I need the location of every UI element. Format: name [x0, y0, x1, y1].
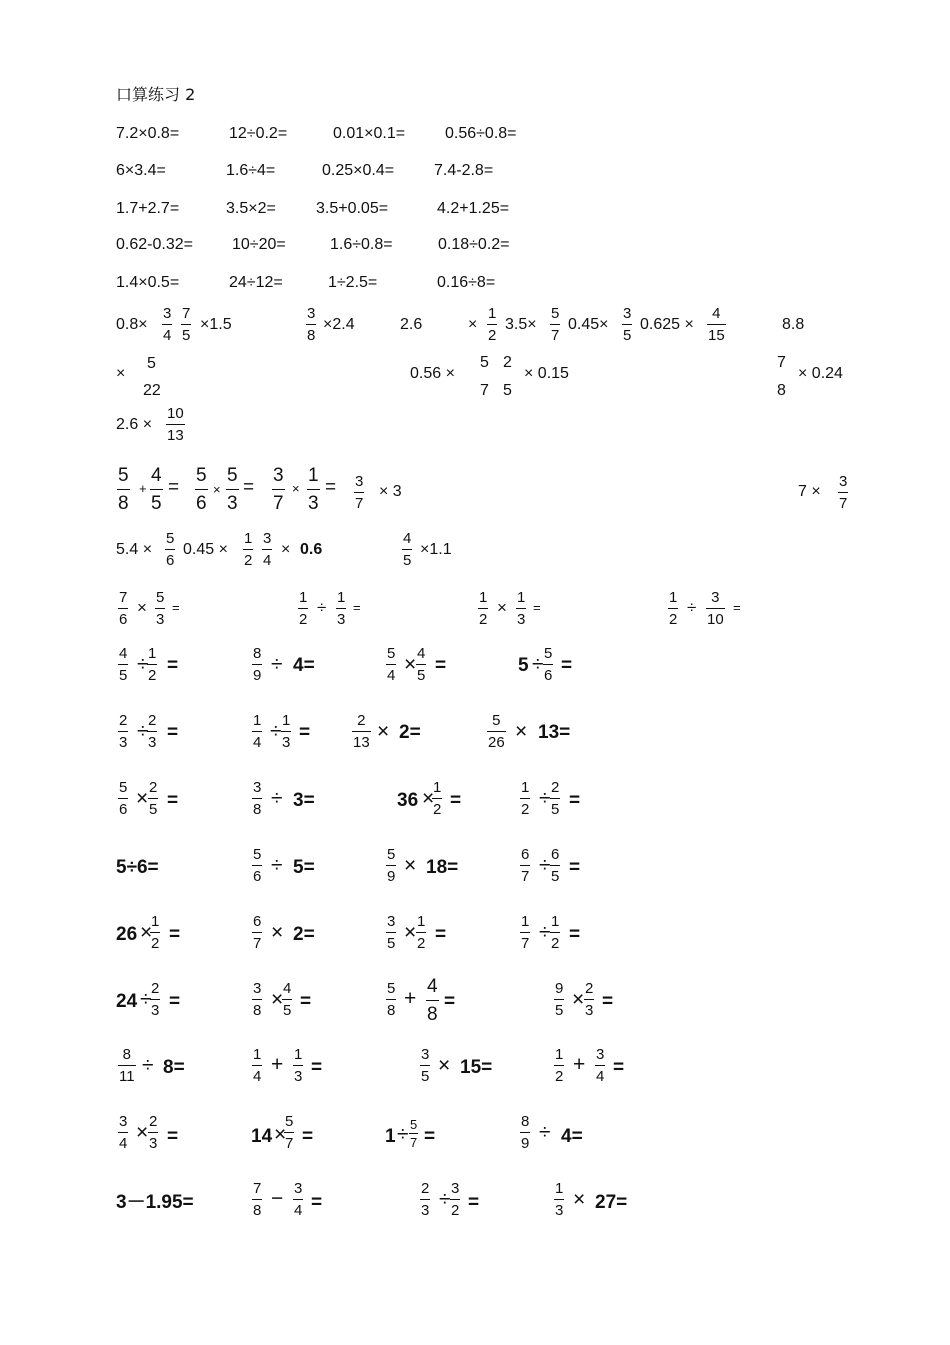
fraction: 2 5: [551, 779, 560, 818]
problem-operand: 3=: [293, 790, 315, 811]
fraction: 1 2: [299, 589, 308, 628]
equals-sign: =: [243, 477, 255, 498]
fraction: 1 3: [337, 589, 346, 628]
fraction: 5 3: [227, 465, 238, 514]
fraction: 1 3: [517, 589, 526, 628]
fraction: 4 5: [403, 530, 412, 569]
fraction: 3 7: [839, 473, 848, 512]
minus-sign: −: [271, 1187, 284, 1210]
problem-text: ×: [468, 316, 478, 333]
fraction: 5 4: [387, 645, 396, 684]
fraction-denominator: 7: [480, 382, 489, 399]
problem-text: 8.8: [782, 316, 805, 333]
equals-sign: =: [311, 1192, 323, 1213]
fraction: 3 4: [596, 1046, 605, 1085]
problem-operand: 26: [116, 924, 138, 945]
fraction: 5 7: [551, 305, 560, 344]
problem-operand: 1: [385, 1126, 396, 1147]
problem-operand: 2=: [399, 722, 421, 743]
problem-text: × 0.24: [798, 365, 843, 382]
fraction: 6 7: [253, 913, 262, 952]
problem: 7.4-2.8=: [434, 162, 494, 179]
equals-sign: =: [613, 1057, 625, 1078]
equals-sign: =: [424, 1126, 436, 1147]
problem: 0.18÷0.2=: [438, 236, 510, 253]
divide-sign: ÷: [140, 988, 152, 1011]
equals-sign: =: [172, 600, 180, 615]
fraction: 1 2: [551, 913, 560, 952]
problem: 4.2+1.25=: [437, 200, 510, 217]
fraction: 4 8: [427, 976, 438, 1025]
fraction: 4 5: [151, 465, 162, 514]
equals-sign: =: [167, 722, 179, 743]
divide-sign: ÷: [271, 787, 283, 810]
problem: 12÷0.2=: [229, 125, 288, 142]
fraction: 2 13: [353, 712, 370, 751]
fraction-numerator: 5: [480, 354, 489, 371]
fraction-denominator: 5: [503, 382, 512, 399]
problem-operand: 5: [518, 655, 529, 676]
problem-operand: 8=: [163, 1057, 185, 1078]
fraction: 7 6: [119, 589, 128, 628]
problem-text: ×1.5: [200, 316, 232, 333]
fraction: 5 26: [488, 712, 505, 751]
equals-sign: =: [169, 924, 181, 945]
problem-text: 3.5×: [505, 316, 537, 333]
fraction: 5 7: [410, 1117, 418, 1150]
fraction-numerator: 2: [503, 354, 512, 371]
fraction: 7 8: [253, 1180, 262, 1219]
fraction: 10 13: [167, 405, 184, 444]
fraction: 1 2: [555, 1046, 564, 1085]
times-sign: ×: [377, 720, 390, 743]
fraction: 1 2: [244, 530, 253, 569]
times-sign: ×: [573, 1188, 586, 1211]
times-sign: ×: [292, 481, 300, 496]
problem-text: × 3: [379, 483, 402, 500]
problem: 7.2×0.8=: [116, 125, 180, 142]
times-sign: ×: [422, 787, 435, 810]
fraction: 1 2: [669, 589, 678, 628]
divide-sign: ÷: [397, 1123, 409, 1146]
divide-sign: ÷: [137, 653, 149, 676]
fraction: 1 4: [253, 1046, 262, 1085]
fraction: 1 2: [488, 305, 497, 344]
fraction: 2 3: [148, 712, 157, 751]
fraction: 1 2: [479, 589, 488, 628]
fraction: 4 5: [417, 645, 426, 684]
fraction: 1 7: [521, 913, 530, 952]
fraction-numerator: 5: [147, 355, 156, 372]
divide-sign: ÷: [271, 653, 283, 676]
problem: 3.5×2=: [226, 200, 276, 217]
fraction: 2 3: [151, 980, 160, 1019]
problem-text: 7 ×: [798, 483, 821, 500]
problem: 6×3.4=: [116, 162, 166, 179]
problem: 0.01×0.1=: [333, 125, 406, 142]
divide-sign: ÷: [439, 1188, 451, 1211]
divide-sign: ÷: [539, 921, 551, 944]
divide-sign: ÷: [271, 854, 283, 877]
problem-text: ×2.4: [323, 316, 355, 333]
equals-sign: =: [311, 1057, 323, 1078]
problem-text: 0.56 ×: [410, 365, 455, 382]
equals-sign: =: [299, 722, 311, 743]
problem-text: 0.45 ×: [183, 541, 228, 558]
equals-sign: =: [435, 924, 447, 945]
equals-sign: =: [468, 1192, 480, 1213]
divide-sign: ÷: [142, 1054, 154, 1077]
fraction: 3 10: [707, 589, 724, 628]
divide-sign: ÷: [270, 720, 282, 743]
problem: 10÷20=: [232, 236, 286, 253]
fraction: 3 4: [163, 305, 172, 344]
problem-operand: 5÷6=: [116, 857, 159, 878]
divide-sign: ÷: [539, 854, 551, 877]
problem: 0.16÷8=: [437, 274, 496, 291]
problem-operand: 3－1.95=: [116, 1192, 194, 1213]
problem-text: 2.6: [400, 316, 423, 333]
fraction: 3 4: [119, 1113, 128, 1152]
times-sign: ×: [572, 988, 585, 1011]
problem-operand: 5=: [293, 857, 315, 878]
fraction: 1 3: [282, 712, 291, 751]
fraction: 3 7: [355, 473, 364, 512]
problem: 24÷12=: [229, 274, 283, 291]
fraction: 2 3: [149, 1113, 158, 1152]
problem: 1.6÷0.8=: [330, 236, 393, 253]
equals-sign: =: [167, 655, 179, 676]
times-sign: ×: [136, 1121, 149, 1144]
problem: 1.4×0.5=: [116, 274, 180, 291]
problem-text: 0.625 ×: [640, 316, 694, 333]
fraction: 3 5: [623, 305, 632, 344]
fraction: 3 2: [451, 1180, 460, 1219]
problem-text: 2.6 ×: [116, 416, 153, 433]
fraction: 2 3: [421, 1180, 430, 1219]
fraction: 2 3: [119, 712, 128, 751]
equals-sign: =: [167, 790, 179, 811]
equals-sign: =: [733, 600, 741, 615]
times-sign: ×: [274, 1123, 287, 1146]
fraction: 5 6: [253, 846, 262, 885]
equals-sign: =: [569, 924, 581, 945]
page-title: 口算练习 2: [116, 85, 196, 104]
fraction: 9 5: [555, 980, 564, 1019]
fraction: 3 4: [263, 530, 272, 569]
problem-operand: 15=: [460, 1057, 493, 1078]
fraction: 5 6: [544, 645, 553, 684]
problem-operand: 36: [397, 790, 419, 811]
fraction: 5 6: [119, 779, 128, 818]
equals-sign: =: [561, 655, 573, 676]
equals-sign: =: [169, 991, 181, 1012]
fraction: 1 3: [555, 1180, 564, 1219]
problem-text: ×: [281, 541, 291, 558]
fraction: 3 5: [387, 913, 396, 952]
problem: 0.62-0.32=: [116, 236, 193, 253]
equals-sign: =: [435, 655, 447, 676]
plus-sign: +: [139, 481, 147, 496]
fraction: 4 5: [119, 645, 128, 684]
times-sign: ×: [404, 854, 417, 877]
divide-sign: ÷: [137, 720, 149, 743]
problem-operand: 13=: [538, 722, 571, 743]
fraction: 5 7: [285, 1113, 294, 1152]
plus-sign: +: [573, 1053, 586, 1076]
fraction: 3 8: [307, 305, 316, 344]
fraction: 1 3: [294, 1046, 303, 1085]
problem-text: 5.4 ×: [116, 541, 153, 558]
times-sign: ×: [213, 482, 221, 497]
times-sign: ×: [438, 1054, 451, 1077]
divide-sign: ÷: [317, 598, 327, 617]
equals-sign: =: [302, 1126, 314, 1147]
fraction: 5 6: [196, 465, 207, 514]
fraction: 3 8: [253, 980, 262, 1019]
problem-operand: 27=: [595, 1192, 628, 1213]
times-sign: ×: [515, 720, 528, 743]
fraction: 4 15: [708, 305, 725, 344]
equals-sign: =: [168, 477, 180, 498]
equals-sign: =: [569, 857, 581, 878]
fraction: 5 3: [156, 589, 165, 628]
fraction: 3 7: [273, 465, 284, 514]
times-sign: ×: [136, 787, 149, 810]
problem-operand: 14: [251, 1126, 273, 1147]
fraction: 7 5: [182, 305, 191, 344]
problem-text: 0.6: [300, 541, 323, 558]
fraction: 1 2: [148, 645, 157, 684]
fraction: 5 8: [118, 465, 129, 514]
problem-text: ×: [116, 365, 126, 382]
problem-text: × 0.15: [524, 365, 569, 382]
fraction: 5 8: [387, 980, 396, 1019]
fraction: 1 2: [151, 913, 160, 952]
fraction: 1 2: [521, 779, 530, 818]
problem: 0.56÷0.8=: [445, 125, 517, 142]
problem: 1.7+2.7=: [116, 200, 180, 217]
fraction: 6 7: [521, 846, 530, 885]
problem-operand: 24: [116, 991, 138, 1012]
times-sign: ×: [140, 921, 153, 944]
problem-text: ×1.1: [420, 541, 452, 558]
fraction: 3 4: [294, 1180, 303, 1219]
fraction: 1 4: [253, 712, 262, 751]
plus-sign: +: [404, 987, 417, 1010]
fraction: 6 5: [551, 846, 560, 885]
fraction: 5 6: [166, 530, 175, 569]
fraction: 2 5: [149, 779, 158, 818]
fraction-numerator: 7: [777, 354, 786, 371]
problem-text: 0.45×: [568, 316, 609, 333]
fraction: 2 3: [585, 980, 594, 1019]
times-sign: ×: [137, 598, 147, 617]
fraction: 4 5: [283, 980, 292, 1019]
fraction-denominator: 22: [143, 382, 161, 399]
equals-sign: =: [602, 991, 614, 1012]
divide-sign: ÷: [532, 653, 544, 676]
equals-sign: =: [167, 1126, 179, 1147]
problem: 1÷2.5=: [328, 274, 378, 291]
fraction: 3 5: [421, 1046, 430, 1085]
times-sign: ×: [271, 921, 284, 944]
fraction: 8 9: [253, 645, 262, 684]
times-sign: ×: [404, 921, 417, 944]
problem-text: 0.8×: [116, 316, 148, 333]
times-sign: ×: [497, 598, 507, 617]
divide-sign: ÷: [539, 787, 551, 810]
fraction: 5 9: [387, 846, 396, 885]
problem-operand: 4=: [561, 1126, 583, 1147]
plus-sign: +: [271, 1053, 284, 1076]
divide-sign: ÷: [687, 598, 697, 617]
equals-sign: =: [300, 991, 312, 1012]
problem: 1.6÷4=: [226, 162, 276, 179]
problem-operand: 4=: [293, 655, 315, 676]
fraction: 8 9: [521, 1113, 530, 1152]
fraction: 1 2: [433, 779, 442, 818]
equals-sign: =: [325, 477, 337, 498]
problem-operand: 2=: [293, 924, 315, 945]
fraction: 1 2: [417, 913, 426, 952]
fraction: 3 8: [253, 779, 262, 818]
equals-sign: =: [450, 790, 462, 811]
problem: 0.25×0.4=: [322, 162, 395, 179]
equals-sign: =: [533, 600, 541, 615]
equals-sign: =: [569, 790, 581, 811]
fraction-denominator: 8: [777, 382, 786, 399]
equals-sign: =: [353, 600, 361, 615]
times-sign: ×: [404, 653, 417, 676]
times-sign: ×: [271, 988, 284, 1011]
fraction: 8 11: [119, 1046, 135, 1085]
equals-sign: =: [444, 991, 456, 1012]
problem: 3.5+0.05=: [316, 200, 389, 217]
divide-sign: ÷: [539, 1121, 551, 1144]
fraction: 1 3: [308, 465, 319, 514]
problem-operand: 18=: [426, 857, 459, 878]
